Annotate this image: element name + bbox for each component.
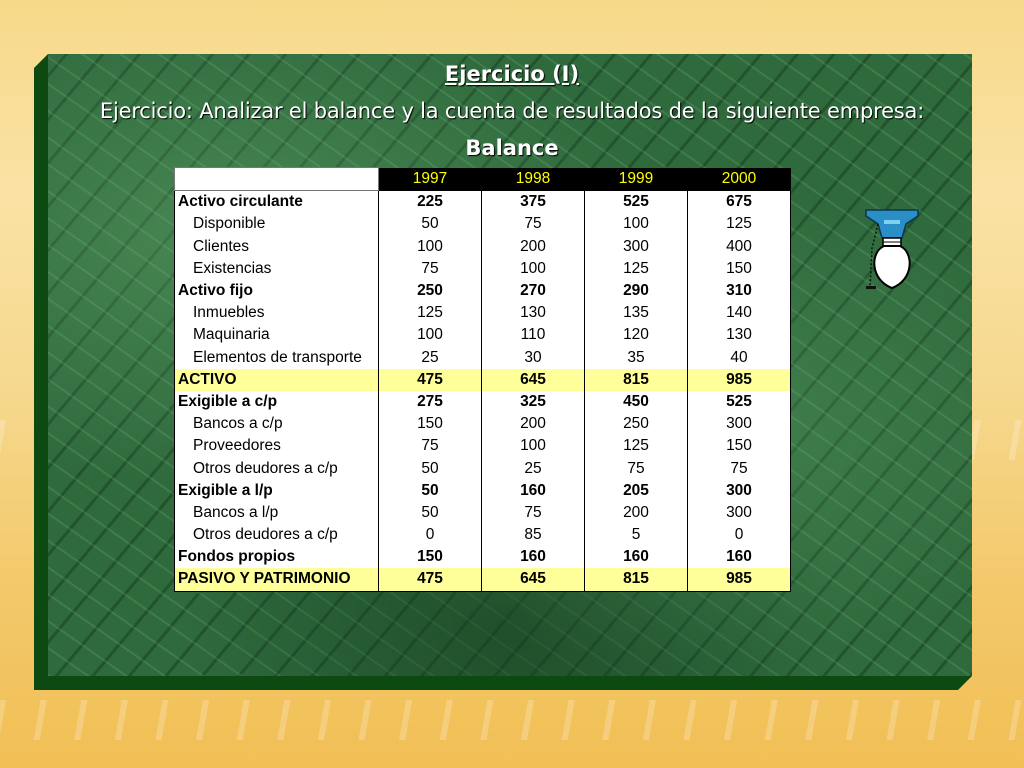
cell-value: 300 (585, 236, 688, 258)
lightbulb-icon (862, 208, 924, 294)
row-label: PASIVO Y PATRIMONIO (175, 568, 379, 591)
table-row (175, 280, 791, 302)
cell-value: 400 (688, 236, 791, 258)
cell-value: 160 (482, 546, 585, 568)
row-label: Elementos de transporte (175, 347, 379, 369)
cell-value: 815 (585, 369, 688, 391)
cell-value: 125 (585, 258, 688, 280)
cell-value: 475 (379, 568, 482, 591)
column-header: 1997 (379, 168, 482, 191)
cell-value: 250 (379, 280, 482, 302)
cell-value: 30 (482, 347, 585, 369)
row-label: Fondos propios (175, 546, 379, 568)
table-row (175, 480, 791, 502)
cell-value: 100 (585, 213, 688, 235)
cell-value: 0 (688, 524, 791, 546)
row-label: Activo fijo (175, 280, 379, 302)
table-row (175, 258, 791, 280)
table-row (175, 191, 791, 214)
section-title: Balance (465, 136, 559, 160)
cell-value: 100 (379, 236, 482, 258)
cell-value: 75 (482, 502, 585, 524)
cell-value: 525 (688, 391, 791, 413)
cell-value: 75 (585, 457, 688, 479)
slide-title: Ejercicio (I) (444, 62, 580, 86)
cell-value: 75 (379, 258, 482, 280)
row-label: Proveedores (175, 435, 379, 457)
cell-value: 125 (585, 435, 688, 457)
balance-table (174, 167, 791, 592)
table-row (175, 324, 791, 346)
row-label: Exigible a c/p (175, 391, 379, 413)
cell-value: 160 (688, 546, 791, 568)
cell-value: 150 (379, 413, 482, 435)
cell-value: 300 (688, 480, 791, 502)
cell-value: 205 (585, 480, 688, 502)
cell-value: 160 (482, 480, 585, 502)
table-body (175, 191, 791, 591)
cell-value: 100 (379, 324, 482, 346)
table-row (175, 236, 791, 258)
cell-value: 815 (585, 568, 688, 591)
cell-value: 300 (688, 502, 791, 524)
row-label: Inmuebles (175, 302, 379, 324)
cell-value: 150 (688, 258, 791, 280)
cell-value: 125 (688, 213, 791, 235)
cell-value: 75 (482, 213, 585, 235)
cell-value: 130 (688, 324, 791, 346)
row-label: Otros deudores a c/p (175, 457, 379, 479)
table-row (175, 413, 791, 435)
table-row (175, 568, 791, 591)
row-label: Bancos a l/p (175, 502, 379, 524)
cell-value: 50 (379, 457, 482, 479)
cell-value: 325 (482, 391, 585, 413)
cell-value: 475 (379, 369, 482, 391)
cell-value: 75 (688, 457, 791, 479)
table-row (175, 502, 791, 524)
cell-value: 75 (379, 435, 482, 457)
cell-value: 50 (379, 213, 482, 235)
cell-value: 50 (379, 502, 482, 524)
cell-value: 675 (688, 191, 791, 214)
cell-value: 125 (379, 302, 482, 324)
table-row (175, 546, 791, 568)
cell-value: 35 (585, 347, 688, 369)
cell-value: 150 (688, 435, 791, 457)
cell-value: 525 (585, 191, 688, 214)
cell-value: 270 (482, 280, 585, 302)
cell-value: 985 (688, 369, 791, 391)
row-label: Activo circulante (175, 191, 379, 214)
cell-value: 135 (585, 302, 688, 324)
cell-value: 225 (379, 191, 482, 214)
background-wave (0, 700, 1024, 740)
row-label: Bancos a c/p (175, 413, 379, 435)
table-row (175, 347, 791, 369)
slide-subtitle: Ejercicio: Analizar el balance y la cuenta de resultados de la siguiente empresa: (99, 99, 925, 123)
cell-value: 290 (585, 280, 688, 302)
table-row (175, 302, 791, 324)
cell-value: 645 (482, 568, 585, 591)
row-label: Existencias (175, 258, 379, 280)
cell-value: 0 (379, 524, 482, 546)
cell-value: 130 (482, 302, 585, 324)
cell-value: 85 (482, 524, 585, 546)
cell-value: 50 (379, 480, 482, 502)
cell-value: 200 (585, 502, 688, 524)
column-header: 2000 (688, 168, 791, 191)
cell-value: 300 (688, 413, 791, 435)
column-header: 1998 (482, 168, 585, 191)
row-label: Clientes (175, 236, 379, 258)
row-label: Exigible a l/p (175, 480, 379, 502)
cell-value: 120 (585, 324, 688, 346)
cell-value: 985 (688, 568, 791, 591)
cell-value: 110 (482, 324, 585, 346)
cell-value: 100 (482, 258, 585, 280)
cell-value: 275 (379, 391, 482, 413)
cell-value: 375 (482, 191, 585, 214)
row-label: ACTIVO (175, 369, 379, 391)
table-row (175, 391, 791, 413)
table-row (175, 524, 791, 546)
table-row (175, 435, 791, 457)
cell-value: 5 (585, 524, 688, 546)
row-label: Otros deudores a c/p (175, 524, 379, 546)
cell-value: 200 (482, 236, 585, 258)
cell-value: 100 (482, 435, 585, 457)
header-corner (175, 168, 379, 191)
cell-value: 200 (482, 413, 585, 435)
cell-value: 645 (482, 369, 585, 391)
table-row (175, 369, 791, 391)
cell-value: 25 (482, 457, 585, 479)
cell-value: 40 (688, 347, 791, 369)
cell-value: 450 (585, 391, 688, 413)
column-header: 1999 (585, 168, 688, 191)
row-label: Maquinaria (175, 324, 379, 346)
table-row (175, 457, 791, 479)
cell-value: 160 (585, 546, 688, 568)
table-header-row (175, 168, 791, 191)
cell-value: 25 (379, 347, 482, 369)
cell-value: 140 (688, 302, 791, 324)
cell-value: 150 (379, 546, 482, 568)
table-row (175, 213, 791, 235)
cell-value: 250 (585, 413, 688, 435)
row-label: Disponible (175, 213, 379, 235)
cell-value: 310 (688, 280, 791, 302)
